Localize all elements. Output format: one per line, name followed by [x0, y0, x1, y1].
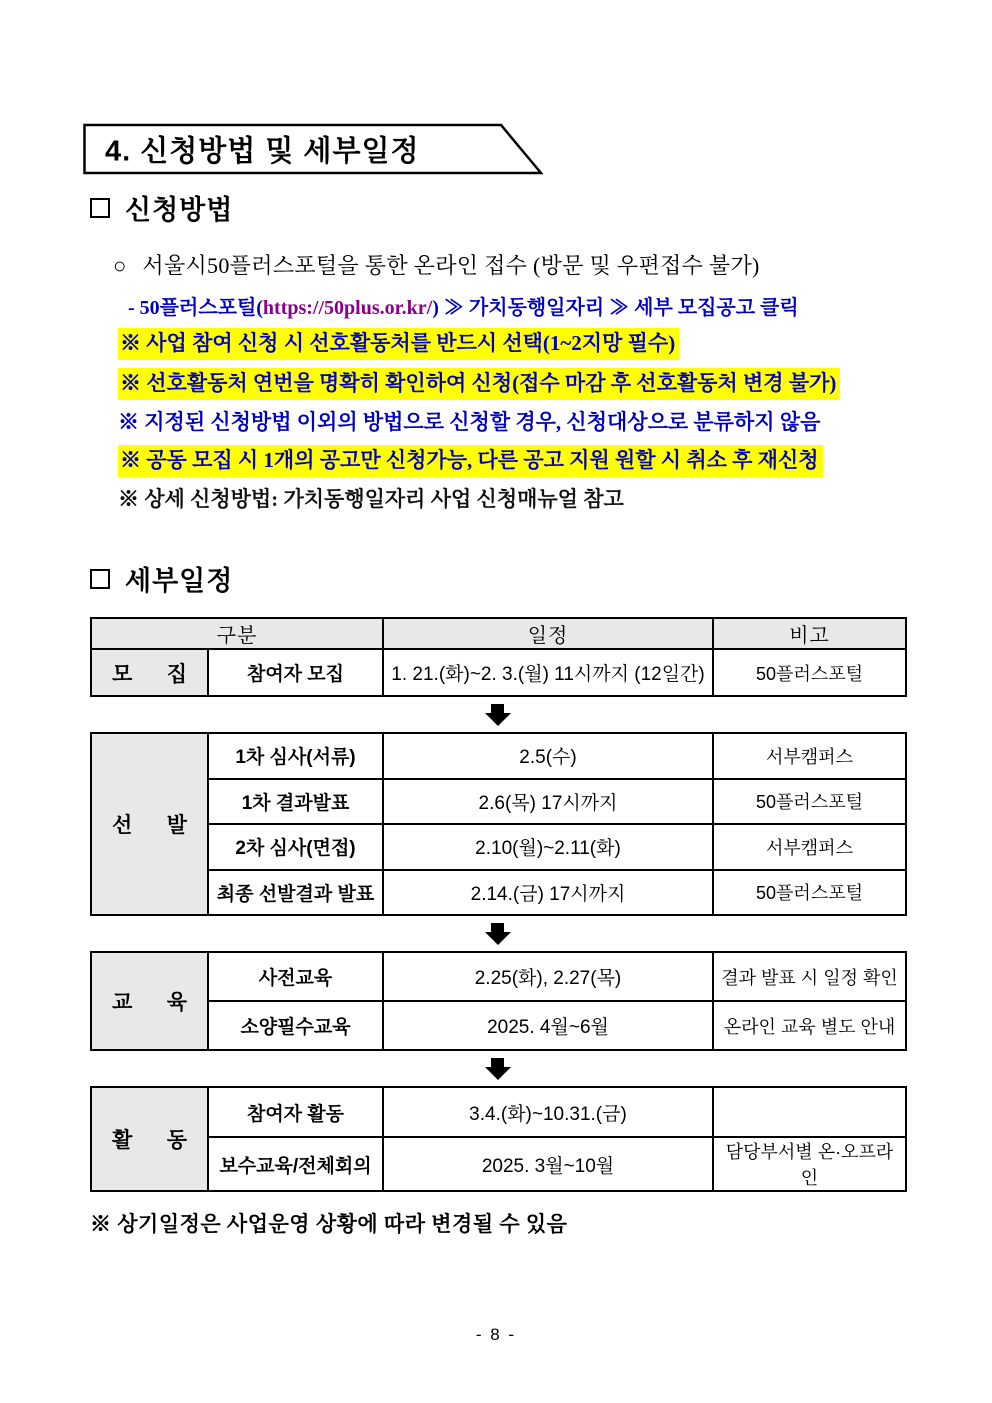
schedule-item-cell: 사전교육	[208, 952, 383, 1001]
down-arrow-icon	[485, 1058, 511, 1080]
portal-url-link[interactable]: https://50plus.or.kr/	[262, 297, 433, 319]
page-number: - 8 -	[475, 1325, 517, 1344]
schedule-note-cell	[713, 1087, 906, 1137]
schedule-item-cell: 2차 심사(면접)	[208, 824, 383, 870]
apply-note-line	[90, 328, 905, 360]
schedule-item-cell: 참여자 모집	[208, 649, 383, 696]
apply-note-line	[90, 485, 905, 514]
schedule-date-cell: 2.10(월)~2.11(화)	[383, 824, 713, 870]
portal-link-prefix: - 50플러스포털(	[128, 297, 263, 319]
schedule-category-cell: 모 집	[91, 649, 208, 696]
table-row	[91, 733, 906, 779]
apply-note-line	[90, 408, 905, 437]
apply-bullet-line	[90, 249, 905, 280]
table-row	[91, 1001, 906, 1050]
schedule-note-cell: 50플러스포털	[713, 870, 906, 916]
schedule-date-cell: 1. 21.(화)~2. 3.(월) 11시까지 (12일간)	[383, 649, 713, 696]
section-heading-schedule-label: 세부일정	[125, 566, 234, 596]
schedule-item-cell: 최종 선발결과 발표	[208, 870, 383, 916]
flow-arrow	[90, 1051, 905, 1086]
section-heading-schedule	[90, 559, 905, 598]
schedule-date-cell: 2.6(목) 17시까지	[383, 779, 713, 825]
table-row	[91, 649, 906, 696]
circle-bullet-icon: ○	[113, 253, 127, 278]
page-title: 4. 신청방법 및 세부일정	[105, 135, 420, 168]
flow-arrow	[90, 916, 905, 951]
schedule-table-recruit	[90, 617, 907, 697]
schedule-date-cell: 2.14.(금) 17시까지	[383, 870, 713, 916]
schedule-note-cell: 결과 발표 시 일정 확인	[713, 952, 906, 1001]
schedule-category-cell: 활 동	[91, 1087, 208, 1191]
schedule-footnote: ※ 상기일정은 사업운영 상황에 따라 변경될 수 있음	[90, 1212, 568, 1236]
apply-note-line	[90, 445, 905, 477]
portal-link-suffix: ) ≫ 가치동행일자리 ≫ 세부 모집공고 클릭	[432, 297, 799, 319]
square-bullet-icon	[90, 198, 110, 218]
schedule-note-cell: 50플러스포털	[713, 779, 906, 825]
schedule-date-cell: 2025. 3월~10월	[383, 1137, 713, 1191]
schedule-category-cell: 교 육	[91, 952, 208, 1050]
schedule-date-cell: 2025. 4월~6월	[383, 1001, 713, 1050]
title-banner	[83, 123, 543, 175]
schedule-category-cell: 선 발	[91, 733, 208, 915]
schedule-note-cell: 온라인 교육 별도 안내	[713, 1001, 906, 1050]
schedule-table-education	[90, 951, 907, 1051]
schedule-item-cell: 1차 결과발표	[208, 779, 383, 825]
highlighted-note: ※ 선호활동처 연번을 명확히 확인하여 신청(접수 마감 후 선호활동처 변경 불가)	[118, 368, 840, 400]
table-row	[91, 1087, 906, 1137]
header-schedule: 일정	[383, 618, 713, 649]
flow-arrow	[90, 697, 905, 732]
schedule-date-cell: 2.25(화), 2.27(목)	[383, 952, 713, 1001]
apply-note-line	[90, 368, 905, 400]
schedule-item-cell: 보수교육/전체회의	[208, 1137, 383, 1191]
header-category: 구분	[91, 618, 383, 649]
highlighted-note: ※ 공동 모집 시 1개의 공고만 신청가능, 다른 공고 지원 원할 시 취소 후 재신청	[118, 445, 823, 477]
table-row	[91, 870, 906, 916]
square-bullet-icon	[90, 569, 110, 589]
schedule-date-cell: 2.5(수)	[383, 733, 713, 779]
schedule-table-activity	[90, 1086, 907, 1192]
schedule-note-cell: 서부캠퍼스	[713, 733, 906, 779]
highlighted-note: ※ 사업 참여 신청 시 선호활동처를 반드시 선택(1~2지망 필수)	[118, 328, 679, 360]
schedule-tables	[90, 617, 905, 1192]
schedule-note-cell: 담당부서별 온·오프라인	[713, 1137, 906, 1191]
table-row	[91, 952, 906, 1001]
schedule-date-cell: 3.4.(화)~10.31.(금)	[383, 1087, 713, 1137]
table-row	[91, 824, 906, 870]
down-arrow-icon	[485, 923, 511, 945]
header-note: 비고	[713, 618, 906, 649]
table-row	[91, 1137, 906, 1191]
schedule-item-cell: 소양필수교육	[208, 1001, 383, 1050]
section-heading-apply	[90, 188, 905, 227]
section-heading-apply-label: 신청방법	[125, 195, 234, 225]
portal-link-line	[90, 291, 905, 320]
table-header-row	[91, 618, 906, 649]
table-row	[91, 779, 906, 825]
schedule-note-cell: 서부캠퍼스	[713, 824, 906, 870]
plain-note: ※ 지정된 신청방법 이외의 방법으로 신청할 경우, 신청대상으로 분류하지 않음	[118, 410, 821, 434]
schedule-item-cell: 1차 심사(서류)	[208, 733, 383, 779]
down-arrow-icon	[485, 704, 511, 726]
schedule-item-cell: 참여자 활동	[208, 1087, 383, 1137]
plain-note: ※ 상세 신청방법: 가치동행일자리 사업 신청매뉴얼 참고	[118, 487, 624, 511]
schedule-note-cell: 50플러스포털	[713, 649, 906, 696]
schedule-table-selection	[90, 732, 907, 916]
apply-bullet-text: 서울시50플러스포털을 통한 온라인 접수 (방문 및 우편접수 불가)	[142, 253, 760, 278]
